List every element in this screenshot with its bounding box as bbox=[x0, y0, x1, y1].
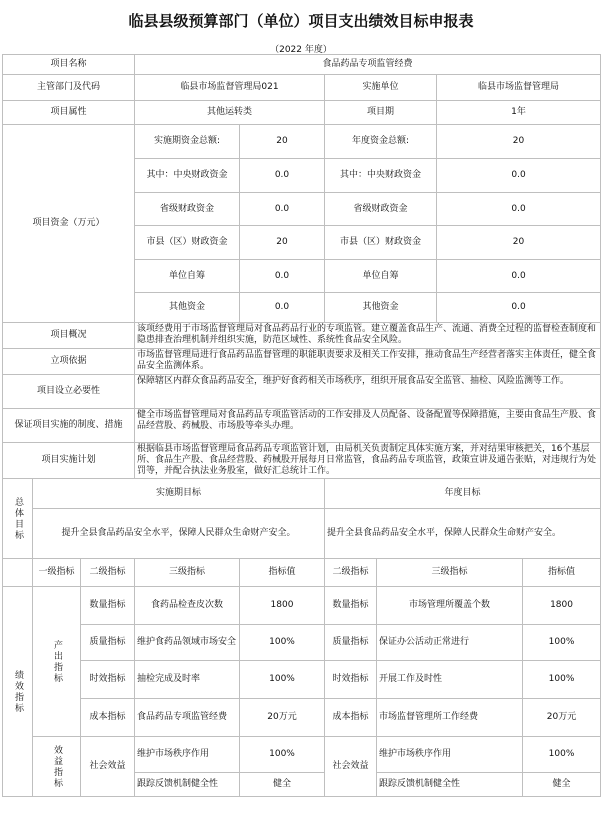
funds-value: 0.0 bbox=[240, 159, 325, 193]
label-project-name: 项目名称 bbox=[3, 55, 135, 75]
funds-annual-value: 0.0 bbox=[437, 293, 601, 323]
label-dept-code: 主管部门及代码 bbox=[3, 75, 135, 101]
funds-value: 0.0 bbox=[240, 293, 325, 323]
benefit-annual-l3: 跟踪反馈机制健全性 bbox=[377, 773, 523, 797]
indicator-annual-l3: 保证办公活动正常进行 bbox=[377, 625, 523, 661]
funds-annual-label: 市县（区）财政资金 bbox=[325, 226, 437, 260]
indicator-value: 1800 bbox=[240, 587, 325, 625]
label-necessity: 项目设立必要性 bbox=[3, 375, 135, 409]
label-annual-goal: 年度目标 bbox=[325, 479, 601, 509]
funds-annual-label: 其他资金 bbox=[325, 293, 437, 323]
label-output-indicators: 产出指标 bbox=[33, 587, 81, 737]
header-level3: 三级指标 bbox=[135, 559, 240, 587]
indicator-annual-l2: 成本指标 bbox=[325, 699, 377, 737]
text-measures: 健全市场监督管理局对食品药品专项监管活动的工作安排及人员配备、设备配置等保障措施，主要由食品生产股、食品经营股、药械股、市场股等牵头办理。 bbox=[135, 409, 601, 443]
funds-label: 省级财政资金 bbox=[135, 193, 240, 226]
funds-annual-label: 其中：中央财政资金 bbox=[325, 159, 437, 193]
benefit-value: 健全 bbox=[240, 773, 325, 797]
benefit-annual-value: 100% bbox=[523, 737, 601, 773]
value-dept-code: 临县市场监督管理局021 bbox=[135, 75, 325, 101]
indicator-l2: 质量指标 bbox=[81, 625, 135, 661]
benefit-annual-l3: 维护市场秩序作用 bbox=[377, 737, 523, 773]
label-funds: 项目资金（万元） bbox=[3, 125, 135, 323]
text-basis: 市场监督管理局进行食品药品监督管理的职能职责要求及相关工作安排，推动食品生产经营者落实主体责任，健全食品安全监测体系。 bbox=[135, 349, 601, 375]
funds-label: 其中：中央财政资金 bbox=[135, 159, 240, 193]
funds-annual-label: 年度资金总额: bbox=[325, 125, 437, 159]
indicator-value: 100% bbox=[240, 625, 325, 661]
text-overall-impl: 提升全县食品药品安全水平，保障人民群众生命财产安全。 bbox=[33, 509, 325, 559]
indicator-annual-l2: 数量指标 bbox=[325, 587, 377, 625]
label-basis: 立项依据 bbox=[3, 349, 135, 375]
indicator-l2: 成本指标 bbox=[81, 699, 135, 737]
funds-value: 0.0 bbox=[240, 193, 325, 226]
fiscal-year: （2022 年度） bbox=[270, 45, 332, 55]
indicator-l2: 时效指标 bbox=[81, 661, 135, 699]
funds-label: 其他资金 bbox=[135, 293, 240, 323]
indicator-annual-l3: 市场监督管理所工作经费 bbox=[377, 699, 523, 737]
funds-annual-value: 20 bbox=[437, 226, 601, 260]
indicator-annual-value: 100% bbox=[523, 661, 601, 699]
funds-annual-value: 0.0 bbox=[437, 193, 601, 226]
label-plan: 项目实施计划 bbox=[3, 443, 135, 479]
indicator-value: 20万元 bbox=[240, 699, 325, 737]
header-annual-level3: 三级指标 bbox=[377, 559, 523, 587]
header-annual-level2: 二级指标 bbox=[325, 559, 377, 587]
funds-value: 0.0 bbox=[240, 260, 325, 293]
text-plan: 根据临县市场监督管理局食品药品专项监管计划，由局机关负责制定具体实施方案，并对结果审核把关，16个基层所、食品生产股、食品经营股、药械股开展每月日常监管，食品药品专项监管，政策宣讲及通告张贴，对违规行为处罚等，并配合执法业务股室，做好汇总统计工作。 bbox=[135, 443, 601, 479]
indicator-value: 100% bbox=[240, 661, 325, 699]
label-period: 项目期 bbox=[325, 101, 437, 125]
text-overview: 该项经费用于市场监督管理局对食品药品行业的专项监管。建立覆盖食品生产、流通、消费全过程的监督检查制度和隐患排查治理机制并组织实施，防范区域性、系统性食品安全风险。 bbox=[135, 323, 601, 349]
value-attribute: 其他运转类 bbox=[135, 101, 325, 125]
label-attribute: 项目属性 bbox=[3, 101, 135, 125]
benefit-value: 100% bbox=[240, 737, 325, 773]
text-necessity: 保障辖区内群众食品药品安全，维护好食药相关市场秩序，组织开展食品安全监管、抽检、风险监测等工作。 bbox=[135, 375, 601, 409]
label-impl-unit: 实施单位 bbox=[325, 75, 437, 101]
value-impl-unit: 临县市场监督管理局 bbox=[437, 75, 601, 101]
benefit-annual-l2: 社会效益 bbox=[325, 737, 377, 797]
benefit-annual-value: 健全 bbox=[523, 773, 601, 797]
indicator-annual-value: 100% bbox=[523, 625, 601, 661]
indicator-annual-l3: 开展工作及时性 bbox=[377, 661, 523, 699]
header-level2: 二级指标 bbox=[81, 559, 135, 587]
benefit-l3: 跟踪反馈机制健全性 bbox=[135, 773, 240, 797]
indicator-annual-l3: 市场管理所覆盖个数 bbox=[377, 587, 523, 625]
header-value: 指标值 bbox=[240, 559, 325, 587]
indicator-annual-l2: 时效指标 bbox=[325, 661, 377, 699]
indicator-l3: 抽检完成及时率 bbox=[135, 661, 240, 699]
benefit-l3: 维护市场秩序作用 bbox=[135, 737, 240, 773]
indicator-l3: 食品药品专项监管经费 bbox=[135, 699, 240, 737]
label-measures: 保证项目实施的制度、措施 bbox=[3, 409, 135, 443]
label-overall-goal: 总体目标 bbox=[3, 479, 33, 559]
funds-annual-value: 0.0 bbox=[437, 260, 601, 293]
header-annual-value: 指标值 bbox=[523, 559, 601, 587]
label-impl-goal: 实施期目标 bbox=[33, 479, 325, 509]
funds-value: 20 bbox=[240, 125, 325, 159]
indicator-annual-l2: 质量指标 bbox=[325, 625, 377, 661]
page-title: 临县县级预算部门（单位）项目支出绩效目标申报表 bbox=[128, 12, 474, 30]
funds-label: 单位自筹 bbox=[135, 260, 240, 293]
label-benefit-indicators: 效益指标 bbox=[33, 737, 81, 797]
funds-annual-value: 20 bbox=[437, 125, 601, 159]
funds-value: 20 bbox=[240, 226, 325, 260]
text-overall-annual: 提升全县食品药品安全水平，保障人民群众生命财产安全。 bbox=[325, 509, 601, 559]
header-level1: 一级指标 bbox=[33, 559, 81, 587]
funds-annual-label: 省级财政资金 bbox=[325, 193, 437, 226]
funds-annual-value: 0.0 bbox=[437, 159, 601, 193]
funds-label: 市县（区）财政资金 bbox=[135, 226, 240, 260]
label-overview: 项目概况 bbox=[3, 323, 135, 349]
funds-annual-label: 单位自筹 bbox=[325, 260, 437, 293]
indicator-annual-value: 20万元 bbox=[523, 699, 601, 737]
benefit-l2: 社会效益 bbox=[81, 737, 135, 797]
value-period: 1年 bbox=[437, 101, 601, 125]
funds-label: 实施期资金总额: bbox=[135, 125, 240, 159]
indicator-l2: 数量指标 bbox=[81, 587, 135, 625]
value-project-name: 食品药品专项监管经费 bbox=[135, 55, 601, 75]
goals-table bbox=[2, 54, 601, 797]
label-perf-indicators: 绩效指标 bbox=[3, 587, 33, 797]
indicator-annual-value: 1800 bbox=[523, 587, 601, 625]
indicator-l3: 维护食药品领域市场安全 bbox=[135, 625, 240, 661]
indicator-l3: 食药品检查皮次数 bbox=[135, 587, 240, 625]
